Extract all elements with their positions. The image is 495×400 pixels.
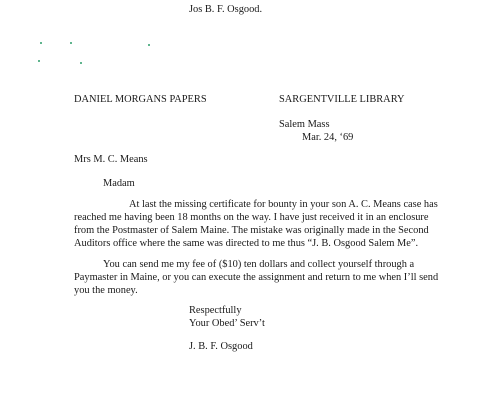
paragraph1-line: At last the missing certificate for bounty in your son A. C. Means case has [129,199,438,210]
paragraph1-line: reached me having been 18 months on the way. I have just received it in an enclosure [74,212,429,223]
top-name: Jos B. F. Osgood. [189,4,263,15]
header-right: SARGENTVILLE LIBRARY [279,94,405,105]
scan-speck [148,44,150,46]
closing-line-2: Your Obed’ Serv’t [189,318,265,329]
letter-place: Salem Mass [279,119,330,130]
scan-speck [80,62,82,64]
paragraph1-line: Auditors office where the same was directed to me thus “J. B. Osgood Salem Me”. [74,238,419,249]
salutation: Madam [103,178,135,189]
letter-date: Mar. 24, ‘69 [302,132,354,143]
signature: J. B. F. Osgood [189,341,253,352]
paragraph2-line: you the money. [74,285,138,296]
scan-speck [38,60,40,62]
header-left: DANIEL MORGANS PAPERS [74,94,207,105]
paragraph2-line: Paymaster in Maine, or you can execute the assignment and return to me when I’ll send [74,272,439,283]
scan-speck [70,42,72,44]
paragraph2-line: You can send me my fee of ($10) ten dollars and collect yourself through a [103,259,415,270]
closing: Respectfully [189,305,242,316]
recipient: Mrs M. C. Means [74,154,148,165]
scan-speck [40,42,42,44]
paragraph1-line: from the Postmaster of Salem Maine. The mistake was originally made in the Second [74,225,429,236]
